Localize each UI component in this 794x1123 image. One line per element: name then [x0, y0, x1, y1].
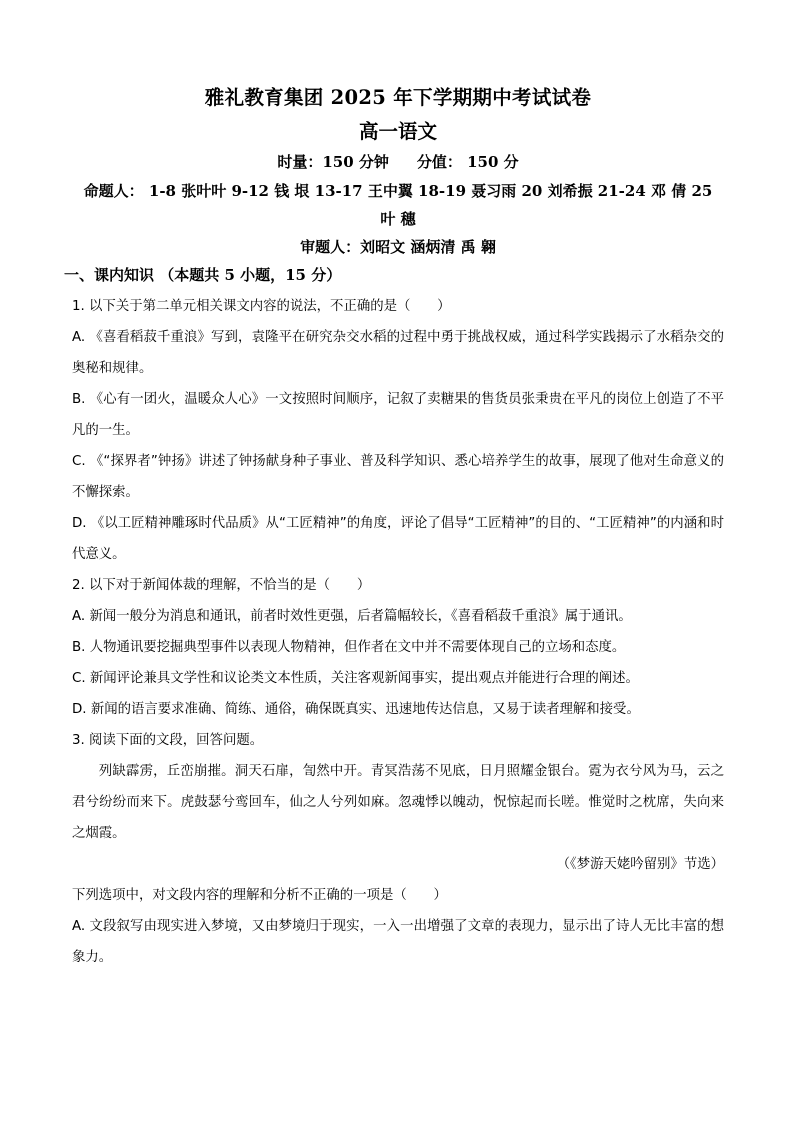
exam-subject: 高一语文 [358, 120, 437, 143]
question-option: A. 文段叙写由现实进入梦境，又由梦境归于现实，一入一出增强了文章的表现力，显示出了诗人无比丰富的想象力。 [72, 919, 724, 965]
passage-source: （《梦游天姥吟留别》节选） [556, 857, 724, 872]
question-option: D. 新闻的语言要求准确、简练、通俗，确保既真实、迅速地传达信息，又易于读者理解和接受。 [72, 702, 640, 717]
section-heading: 一、课内知识 （本题共 5 小题，15 分） [64, 266, 342, 284]
question-prompt: 下列选项中，对文段内容的理解和分析不正确的一项是（ ） [72, 888, 447, 903]
question-option: B. 人物通讯要挖掘典型事件以表现人物精神，但作者在文中并不需要体现自己的立场和态度。 [72, 640, 626, 655]
exam-reviewers: 审题人：刘昭文 涵炳清 禹 翱 [300, 238, 496, 256]
reading-passage: 列缺霹雳，丘峦崩摧。洞天石扉，訇然中开。青冥浩荡不见底，日月照耀金银台。霓为衣兮风为马，云之君兮纷纷而来下。虎鼓瑟兮鸾回车，仙之人兮列如麻。忽魂悸以魄动，怳惊起而长嗟。惟觉时之枕席，失向来之烟霞。 [72, 764, 724, 841]
question-stem: 3. 阅读下面的文段，回答问题。 [72, 733, 264, 748]
question-option: A. 《喜看稻菽千重浪》写到，袁隆平在研究杂交水稻的过程中勇于挑战权威，通过科学实践揭示了水稻杂交的奥秘和规律。 [72, 330, 724, 376]
question-option: B. 《心有一团火，温暖众人心》一文按照时间顺序，记叙了卖糖果的售货员张秉贵在平凡的岗位上创造了不平凡的一生。 [72, 392, 724, 438]
question-option: C. 《“探界者”钟扬》讲述了钟扬献身种子事业、普及科学知识、悉心培养学生的故事，展现了他对生命意义的不懈探索。 [72, 454, 724, 500]
exam-title: 雅礼教育集团 2025 年下学期期中考试试卷 [204, 86, 592, 109]
exam-score: 分值： 150 分 [416, 153, 519, 171]
exam-time: 时量：150 分钟 [277, 153, 389, 171]
question-stem: 1. 以下关于第二单元相关课文内容的说法，不正确的是（ ） [72, 299, 451, 314]
question-option: A. 新闻一般分为消息和通讯，前者时效性更强，后者篇幅较长，《喜看稻菽千重浪》属于通讯。 [72, 609, 632, 624]
question-option: D. 《以工匠精神雕琢时代品质》从“工匠精神”的角度，评论了倡导“工匠精神”的目的、“工匠精神”的内涵和时代意义。 [72, 516, 724, 562]
question-option: C. 新闻评论兼具文学性和议论类文本性质，关注客观新闻事实，提出观点并能进行合理的阐述。 [72, 671, 639, 686]
exam-authors: 命题人： 1-8 张叶叶 9-12 钱 垠 13-17 王中翼 18-19 聂习雨 20 刘希振 21-24 邓 倩 25 叶 穗 [83, 182, 713, 228]
question-stem: 2. 以下对于新闻体裁的理解，不恰当的是（ ） [72, 578, 371, 593]
exam-time-score [72, 150, 724, 174]
